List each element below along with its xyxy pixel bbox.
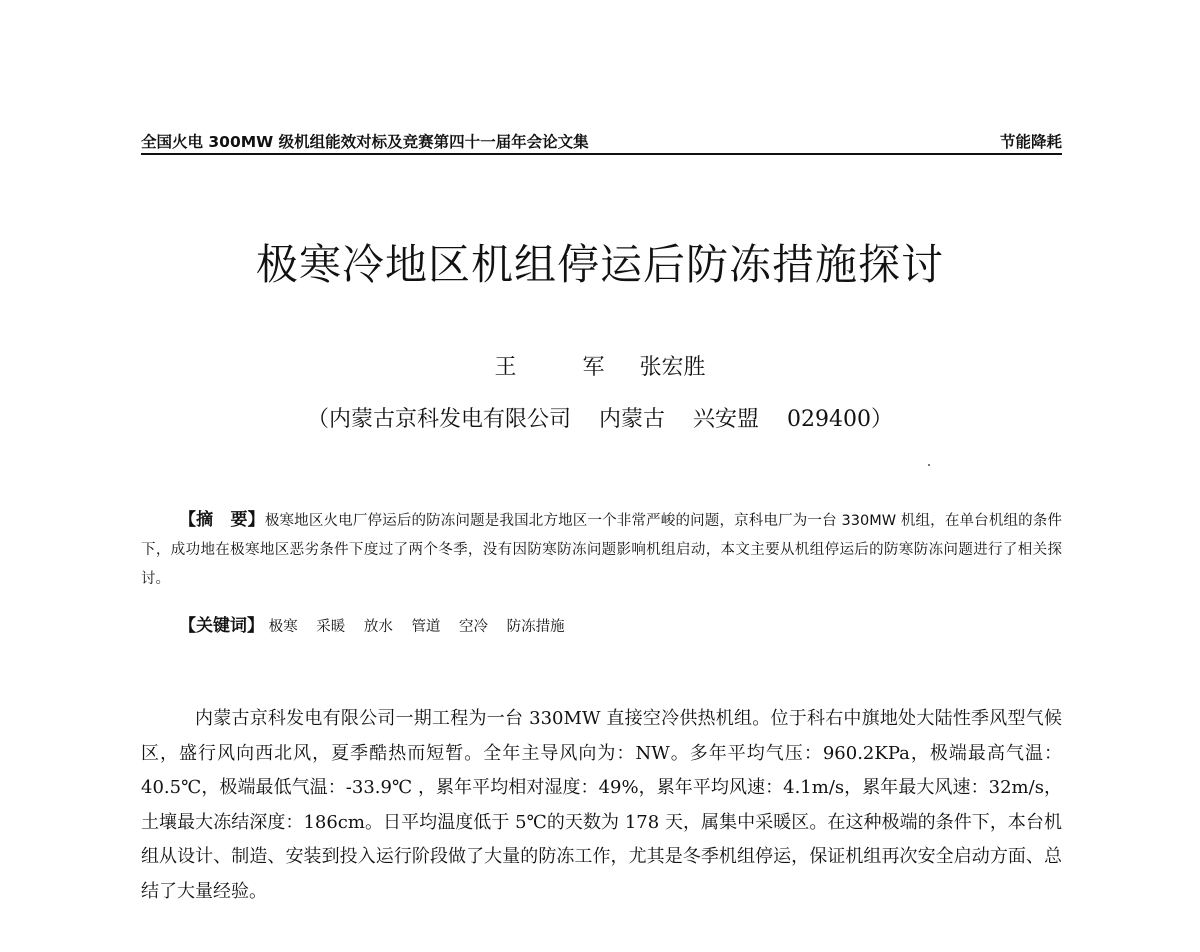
paper-title: 极寒冷地区机组停运后防冻措施探讨	[255, 240, 944, 289]
affiliation-city: 兴安盟	[693, 407, 760, 432]
keyword: 防冻措施	[506, 619, 565, 635]
scan-speck	[928, 464, 930, 466]
keywords-label: 【关键词】	[179, 616, 264, 636]
header-rule	[141, 153, 1062, 155]
abstract-text: 极寒地区火电厂停运后的防冻问题是我国北方地区一个非常严峻的问题，京科电厂为一台 330MW 机组，在单台机组的条件下，成功地在极寒地区恶劣条件下度过了两个冬季，没有因防寒防冻问题影响机组启动，本文主要从机组停运后的防寒防冻问题进行了相关探讨。	[141, 513, 1062, 587]
affiliation-company: 内蒙古京科发电有限公司	[328, 407, 571, 432]
keyword: 空冷	[459, 619, 489, 635]
affiliation-postcode: 029400	[787, 407, 872, 432]
running-header	[141, 128, 1062, 154]
header-section-name: 节能降耗	[999, 133, 1062, 151]
abstract-label: 【摘 要】	[179, 510, 265, 530]
author-name: 王 军	[494, 355, 627, 380]
keyword: 管道	[411, 619, 441, 635]
keyword: 放水	[363, 619, 393, 635]
keywords	[179, 612, 1059, 642]
affiliation-region: 内蒙古	[599, 407, 666, 432]
affiliation-close-paren: ）	[871, 407, 894, 432]
abstract	[141, 506, 1062, 594]
affiliation-open-paren: （	[306, 407, 329, 432]
body-paragraph: 内蒙古京科发电有限公司一期工程为一台 330MW 直接空冷供热机组。位于科右中旗地处大陆性季风型气候区，盛行风向西北风，夏季酷热而短暂。全年主导风向为：NW。多年平均气压：960.2KPa，极端最高气温：40.5℃，极端最低气温：-33.9℃ ，累年平均相对湿度：49%，累年平均风速：4.1m/s，累年最大风速：32m/s，土壤最大冻结深度：186cm。日平均温度低于 5℃的天数为 178 天，属集中采暖区。在这种极端的条件下，本台机组从设计、制造、安装到投入运行阶段做了大量的防冻工作，尤其是冬季机组停运，保证机组再次安全启动方面、总结了大量经验。	[141, 708, 1062, 902]
author-list	[0, 350, 1200, 381]
keyword: 极寒	[268, 619, 298, 635]
header-proceedings-title: 全国火电 300MW 级机组能效对标及竞赛第四十一届年会论文集	[141, 133, 589, 151]
keyword: 采暖	[316, 619, 346, 635]
author-name: 张宏胜	[639, 355, 706, 380]
affiliation	[0, 402, 1200, 433]
